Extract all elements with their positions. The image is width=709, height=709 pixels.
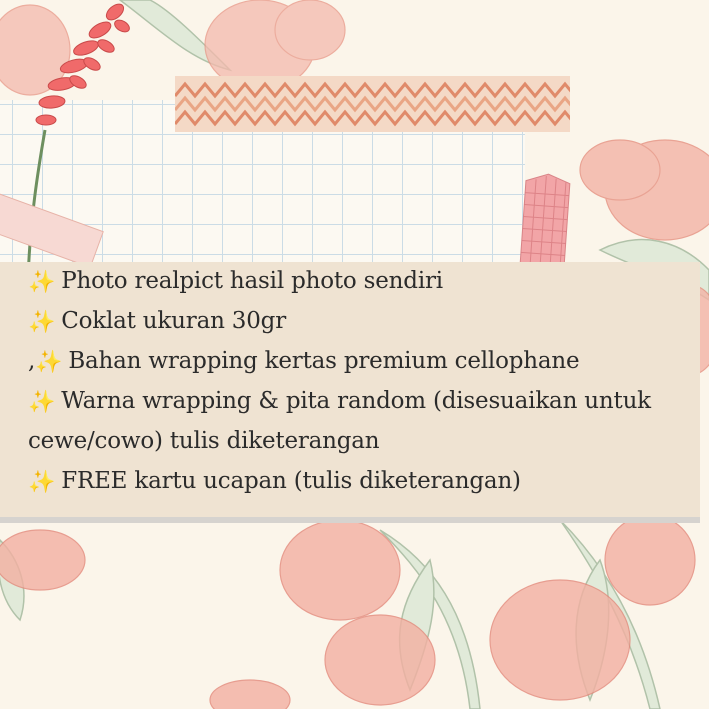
feature-line-5: ✨ FREE kartu ucapan (tulis diketerangan) — [28, 468, 521, 495]
sparkle-icon: ✨ — [28, 270, 56, 295]
description-panel — [0, 262, 700, 517]
sparkle-icon: ✨ — [35, 350, 63, 375]
feature-line-3: ,✨ Bahan wrapping kertas premium cellophane — [28, 348, 580, 375]
feature-line-2: ✨ Coklat ukuran 30gr — [28, 308, 286, 335]
feature-line-1: ✨ Photo realpict hasil photo sendiri — [28, 268, 443, 295]
sparkle-icon: ✨ — [28, 310, 56, 335]
feature-line-4-continued: cewe/cowo) tulis diketerangan — [28, 428, 380, 454]
sparkle-icon: ✨ — [28, 390, 56, 415]
washi-tape — [175, 76, 570, 132]
sparkle-icon: ✨ — [28, 470, 56, 495]
flower-illustration — [0, 0, 140, 280]
feature-line-4: ✨ Warna wrapping & pita random (disesuaikan untuk — [28, 388, 651, 415]
